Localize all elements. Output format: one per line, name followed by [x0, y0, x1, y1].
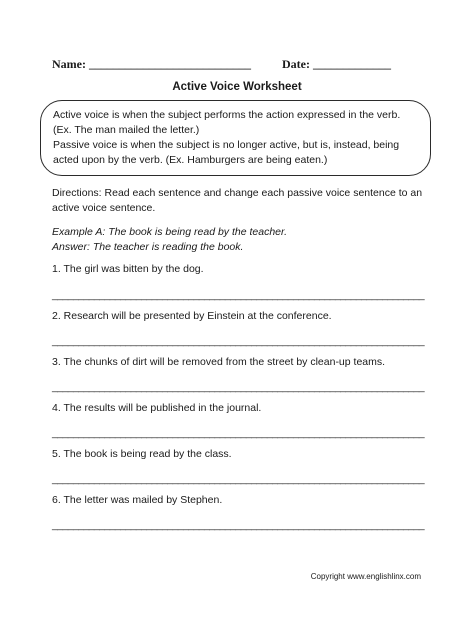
date-field[interactable] [282, 57, 391, 72]
active-voice-definition: Active voice is when the subject performs the action expressed in the verb. (Ex. The man mailed the letter.) [53, 109, 401, 136]
name-field[interactable] [52, 57, 251, 72]
definition-box [40, 100, 431, 176]
question-3: 3. The chunks of dirt will be removed from the street by clean-up teams. [52, 356, 386, 368]
example-block [52, 225, 432, 255]
name-label: Name: [52, 57, 86, 71]
date-blank[interactable]: _____________ [312, 57, 391, 71]
question-5: 5. The book is being read by the class. [52, 448, 232, 460]
directions-text: Directions: Read each sentence and change each passive voice sentence to an active voice sentence. [52, 187, 423, 214]
answer-line-4[interactable]: _______________________________________________________________________ [52, 427, 425, 439]
copyright-text: Copyright www.englishlinx.com [310, 572, 421, 581]
example-sentence: Example A: The book is being read by the teacher. [52, 226, 288, 238]
example-answer: Answer: The teacher is reading the book. [52, 241, 244, 253]
answer-line-1[interactable]: _______________________________________________________________________ [52, 289, 425, 301]
date-label: Date: [282, 57, 310, 71]
answer-line-3[interactable]: _______________________________________________________________________ [52, 381, 425, 393]
question-1: 1. The girl was bitten by the dog. [52, 263, 204, 275]
passive-voice-definition: Passive voice is when the subject is no longer active, but is, instead, being acted upon by the verb. (Ex. Hamburgers are being eaten.) [53, 139, 400, 166]
question-6: 6. The letter was mailed by Stephen. [52, 494, 223, 506]
answer-line-6[interactable]: _______________________________________________________________________ [52, 519, 425, 531]
answer-line-5[interactable]: _______________________________________________________________________ [52, 473, 425, 485]
question-2: 2. Research will be presented by Einstein at the conference. [52, 310, 332, 322]
question-4: 4. The results will be published in the journal. [52, 402, 262, 414]
name-blank[interactable]: ___________________________ [88, 57, 251, 71]
answer-line-2[interactable]: _______________________________________________________________________ [52, 335, 425, 347]
worksheet-title: Active Voice Worksheet [172, 81, 302, 93]
